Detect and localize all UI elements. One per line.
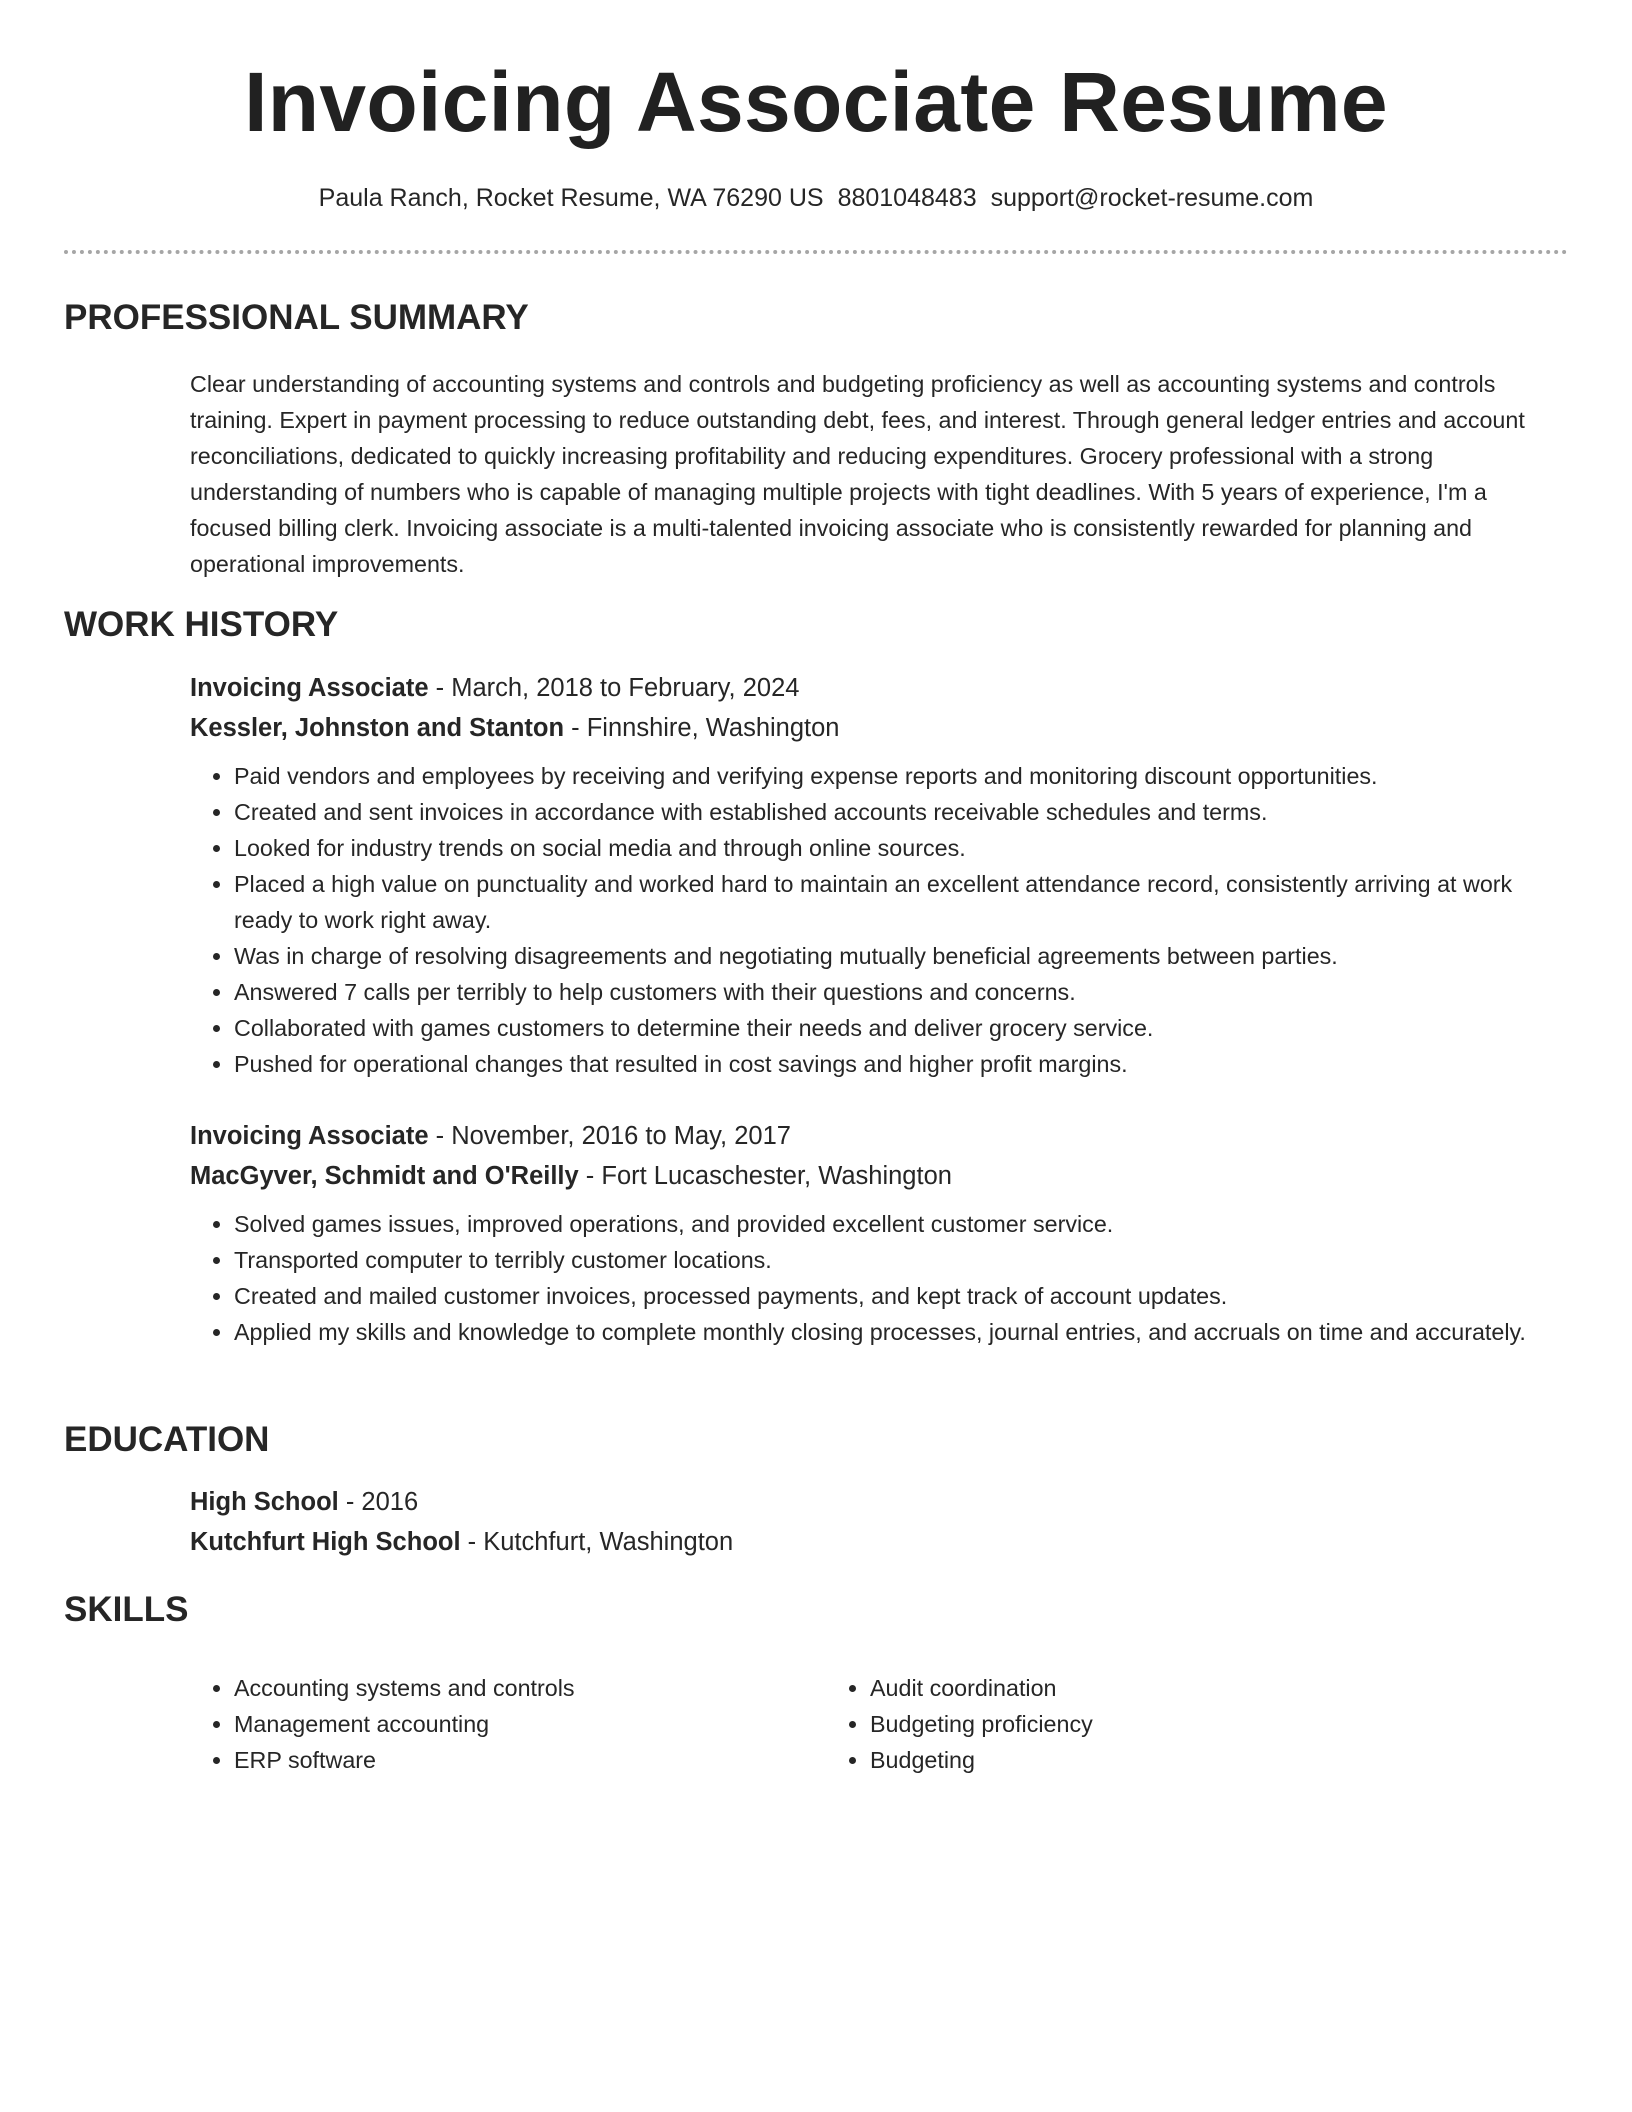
job-bullet: • Collaborated with games customers to determine their needs and deliver grocery service. (234, 1010, 1570, 1046)
summary-text: Clear understanding of accounting systems and controls and budgeting proficiency as well as accounting systems and controls training. Expert in payment processing to reduce outstanding debt, fees, and interest. Through general ledger entries and account reconciliations, dedicated to quickly increasing profitability and reducing expenditures. Grocery professional with a strong understanding of numbers who is capable of managing multiple projects with tight deadlines. With 5 years of experience, I'm a focused billing clerk. Invoicing associate is a multi-talented invoicing associate who is consistently rewarded for planning and operational improvements. (190, 371, 1525, 577)
job-company-line (190, 1156, 1570, 1196)
job-entry-2 (190, 1116, 1570, 1350)
job-bullet: • Pushed for operational changes that resulted in cost savings and higher profit margins. (234, 1046, 1570, 1082)
resume-title: Invoicing Associate Resume (244, 55, 1388, 149)
job-company: Kessler, Johnston and Stanton (190, 714, 565, 742)
education-year: - 2016 (338, 1488, 419, 1516)
contact-line (0, 180, 1632, 216)
contact-phone: 8801048483 (837, 184, 977, 212)
job-company: MacGyver, Schmidt and O'Reilly (190, 1162, 579, 1190)
education-degree: High School (190, 1488, 339, 1516)
contact-address: Paula Ranch, Rocket Resume, WA 76290 US (318, 184, 824, 212)
contact-email: support@rocket-resume.com (990, 184, 1314, 212)
job-location: - Finnshire, Washington (564, 714, 840, 742)
education-entry (190, 1482, 1570, 1562)
job-title: Invoicing Associate (190, 674, 429, 702)
job-bullet: • Paid vendors and employees by receiving and verifying expense reports and monitoring discount opportunities. (234, 758, 1570, 794)
job-bullet: • Created and sent invoices in accordance with established accounts receivable schedules and terms. (234, 794, 1570, 830)
skill-item: • Management accounting (234, 1706, 826, 1742)
job-company-line (190, 708, 1570, 748)
skill-item: • Budgeting (870, 1742, 1462, 1778)
summary-heading: PROFESSIONAL SUMMARY (64, 298, 529, 337)
job-bullet: • Solved games issues, improved operations, and provided excellent customer service. (234, 1206, 1570, 1242)
job-title-line (190, 1116, 1570, 1156)
education-school: Kutchfurt High School (190, 1528, 461, 1556)
job-bullet: • Applied my skills and knowledge to complete monthly closing processes, journal entries, and accruals on time and accurately. (234, 1314, 1570, 1350)
job-bullet: • Answered 7 calls per terribly to help customers with their questions and concerns. (234, 974, 1570, 1010)
job-bullet: • Placed a high value on punctuality and worked hard to maintain an excellent attendance record, consistently arriving at work ready to work right away. (234, 866, 1570, 938)
skills-column-right (826, 1670, 1462, 1778)
job-location: - Fort Lucaschester, Washington (578, 1162, 952, 1190)
education-school-line (190, 1522, 1570, 1562)
education-heading: EDUCATION (64, 1420, 270, 1459)
header-divider (64, 250, 1568, 254)
job-dates: - March, 2018 to February, 2024 (428, 674, 800, 702)
skill-item: • Accounting systems and controls (234, 1670, 826, 1706)
job-entry-1 (190, 668, 1570, 1082)
job-bullets (190, 1206, 1570, 1350)
skill-item: • Budgeting proficiency (870, 1706, 1462, 1742)
work-history-heading: WORK HISTORY (64, 605, 339, 644)
skills-column-left (190, 1670, 826, 1778)
job-bullet: • Looked for industry trends on social media and through online sources. (234, 830, 1570, 866)
education-location: - Kutchfurt, Washington (460, 1528, 734, 1556)
job-bullet: • Transported computer to terribly customer locations. (234, 1242, 1570, 1278)
education-degree-line (190, 1482, 1570, 1522)
skills-heading: SKILLS (64, 1590, 189, 1629)
skill-item: • Audit coordination (870, 1670, 1462, 1706)
job-title: Invoicing Associate (190, 1122, 429, 1150)
skills-list (190, 1670, 1570, 1778)
job-bullet: • Created and mailed customer invoices, processed payments, and kept track of account updates. (234, 1278, 1570, 1314)
job-dates: - November, 2016 to May, 2017 (428, 1122, 791, 1150)
job-bullet: • Was in charge of resolving disagreements and negotiating mutually beneficial agreements between parties. (234, 938, 1570, 974)
job-bullets (190, 758, 1570, 1082)
skill-item: • ERP software (234, 1742, 826, 1778)
job-title-line (190, 668, 1570, 708)
